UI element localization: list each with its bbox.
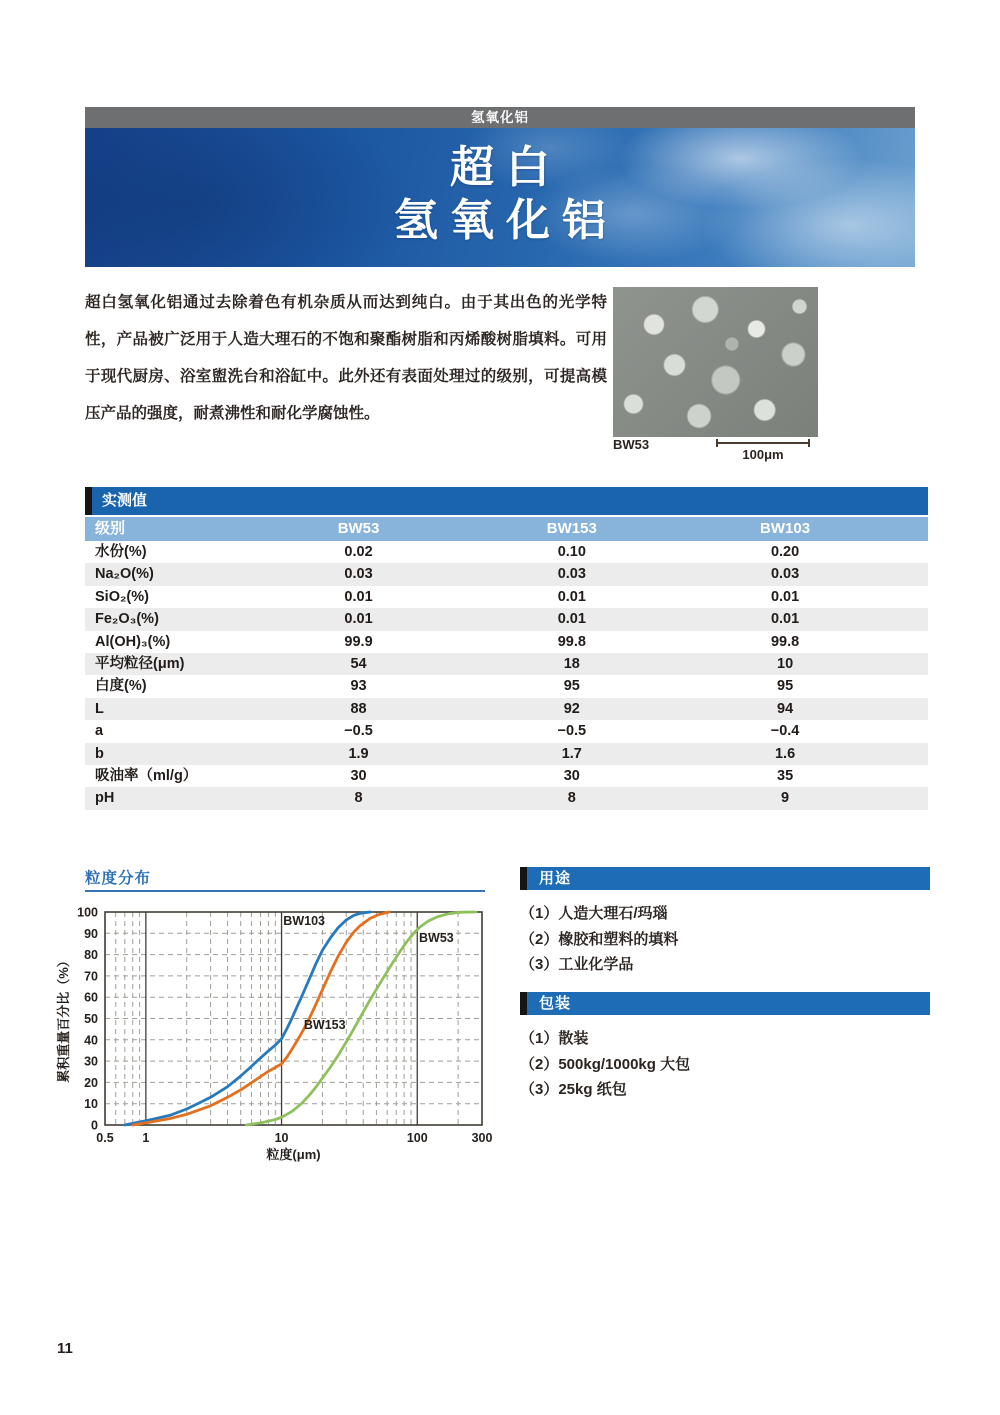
row-label: 白度(%) — [95, 678, 147, 695]
list-item: （3）工业化学品 — [520, 956, 634, 973]
table-row — [85, 787, 928, 809]
uses-header-bar — [520, 867, 930, 890]
row-value: 0.03 — [344, 566, 373, 583]
table-row — [85, 765, 928, 787]
row-label: 吸油率（ml/g） — [95, 767, 198, 784]
row-label: SiO₂(%) — [95, 588, 149, 605]
svg-text:BW53: BW53 — [419, 930, 454, 945]
packaging-list — [520, 1026, 930, 1103]
svg-text:70: 70 — [84, 969, 98, 984]
row-value: −0.5 — [344, 723, 373, 740]
category-bar — [85, 107, 915, 128]
packaging-header-bar — [520, 992, 930, 1015]
column-header: BW153 — [546, 520, 597, 537]
row-value: 0.01 — [344, 588, 373, 605]
grade-label: 级别 — [95, 520, 126, 537]
row-label: 平均粒径(μm) — [95, 655, 185, 672]
row-value: 0.01 — [770, 588, 800, 605]
row-label: pH — [95, 790, 115, 807]
svg-text:300: 300 — [471, 1131, 493, 1145]
chart-title-underline — [85, 890, 485, 892]
row-value: 0.01 — [557, 611, 586, 628]
measured-values-table — [85, 487, 928, 810]
chart-section-title: 粒度分布 — [85, 870, 152, 887]
table-row — [85, 675, 928, 697]
row-value: 0.01 — [770, 611, 800, 628]
svg-text:100: 100 — [406, 1131, 428, 1145]
table-grade-row — [85, 517, 928, 541]
row-value: 1.6 — [774, 745, 796, 762]
table-row — [85, 720, 928, 742]
row-value: 18 — [563, 655, 580, 672]
column-header: BW103 — [760, 520, 811, 537]
svg-text:30: 30 — [84, 1054, 98, 1069]
intro-paragraph: 超白氢氧化铝通过去除着色有机杂质从而达到纯白。由于其出色的光学特性，产品被广泛用于人造大理石的不饱和聚酯树脂和丙烯酸树脂填料。可用于现代厨房、浴室盥洗台和浴缸中。此外还有表面处理过的级别，可提高模压产品的强度，耐煮沸性和耐化学腐蚀性。 — [85, 294, 607, 422]
hero-banner — [85, 128, 915, 267]
row-value: 0.03 — [557, 566, 586, 583]
row-value: 1.9 — [348, 745, 369, 762]
row-label: Al(OH)₃(%) — [95, 633, 171, 650]
row-value: 9 — [781, 790, 790, 807]
sem-micrograph-image — [613, 287, 818, 437]
row-value: 0.01 — [344, 611, 373, 628]
svg-text:10: 10 — [84, 1097, 98, 1112]
svg-text:90: 90 — [84, 926, 98, 941]
row-label: a — [95, 723, 104, 740]
row-label: L — [95, 700, 104, 717]
list-item: （1）人造大理石/玛瑙 — [520, 905, 668, 922]
svg-text:100: 100 — [77, 905, 98, 920]
row-value: 99.8 — [557, 633, 586, 650]
row-value: 0.01 — [557, 588, 586, 605]
row-value: 93 — [350, 678, 367, 695]
table-row — [85, 631, 928, 653]
svg-text:20: 20 — [84, 1075, 98, 1090]
svg-text:累积重量百分比（%）: 累积重量百分比（%） — [56, 954, 71, 1083]
table-row — [85, 653, 928, 675]
row-value: 95 — [563, 678, 580, 695]
svg-text:50: 50 — [84, 1012, 98, 1026]
svg-text:60: 60 — [84, 990, 98, 1005]
column-header: BW53 — [337, 520, 380, 537]
scale-bar — [716, 442, 810, 444]
row-value: 10 — [777, 655, 794, 672]
svg-text:粒度(μm): 粒度(μm) — [266, 1147, 321, 1162]
product-title — [85, 128, 915, 247]
particle-size-chart — [55, 902, 505, 1164]
table-row — [85, 586, 928, 608]
row-value: −0.4 — [770, 723, 800, 740]
svg-text:10: 10 — [274, 1131, 289, 1145]
list-item: （2）500kg/1000kg 大包 — [520, 1055, 691, 1073]
row-value: 30 — [563, 767, 580, 784]
svg-text:80: 80 — [84, 948, 98, 963]
svg-text:BW153: BW153 — [303, 1018, 346, 1033]
table-row — [85, 541, 928, 563]
row-value: 35 — [777, 767, 794, 784]
row-value: 0.20 — [770, 544, 800, 560]
uses-list — [520, 901, 930, 978]
table-title: 实测值 — [102, 492, 148, 509]
svg-text:BW103: BW103 — [283, 913, 325, 928]
table-row — [85, 608, 928, 630]
scale-bar-label: 100μm — [742, 447, 784, 462]
svg-text:0.5: 0.5 — [96, 1131, 114, 1145]
row-value: 0.10 — [557, 544, 586, 560]
svg-text:40: 40 — [84, 1033, 98, 1048]
list-item: （3）25kg 纸包 — [520, 1081, 627, 1098]
svg-text:1: 1 — [142, 1131, 150, 1145]
uses-title: 用途 — [539, 870, 572, 887]
svg-text:0: 0 — [91, 1118, 98, 1133]
row-value: 8 — [354, 790, 363, 807]
product-title-line2: 氢氧化铝 — [394, 196, 618, 245]
row-value: 0.03 — [770, 566, 800, 583]
table-row — [85, 563, 928, 585]
row-value: 94 — [777, 700, 794, 717]
row-value: −0.5 — [557, 723, 587, 740]
row-value: 95 — [777, 678, 794, 695]
row-value: 0.02 — [344, 544, 373, 560]
table-row — [85, 743, 928, 765]
row-value: 8 — [567, 790, 576, 807]
product-title-line1: 超白 — [450, 143, 562, 192]
row-label: b — [95, 745, 104, 762]
row-value: 99.8 — [770, 633, 800, 650]
row-value: 30 — [350, 767, 367, 784]
category-label: 氢氧化铝 — [471, 110, 529, 125]
row-value: 54 — [350, 655, 367, 672]
page-number: 11 — [57, 1340, 73, 1357]
list-item: （2）橡胶和塑料的填料 — [520, 930, 679, 948]
packaging-title: 包装 — [539, 995, 572, 1012]
row-value: 99.9 — [344, 633, 373, 650]
micrograph-grade-label: BW53 — [613, 437, 650, 452]
table-title-bar — [85, 487, 928, 517]
row-value: 92 — [563, 700, 580, 717]
row-label: Na₂O(%) — [95, 566, 154, 583]
row-value: 1.7 — [561, 745, 582, 762]
table-body — [85, 541, 928, 810]
row-label: Fe₂O₃(%) — [95, 611, 159, 628]
row-label: 水份(%) — [95, 544, 147, 560]
list-item: （1）散装 — [520, 1030, 589, 1047]
table-row — [85, 698, 928, 720]
row-value: 88 — [350, 700, 367, 717]
